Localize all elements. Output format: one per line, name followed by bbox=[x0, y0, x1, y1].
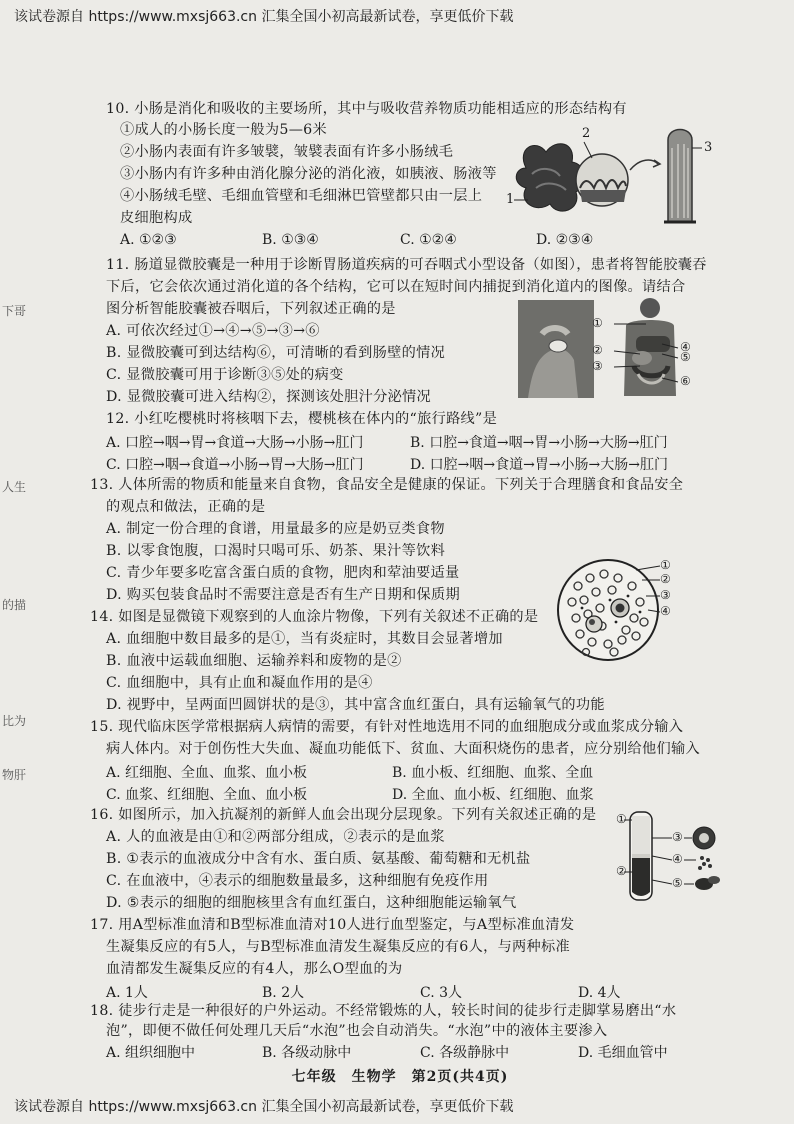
figure-label: ⑤ bbox=[672, 876, 683, 890]
page-footer: 七年级 生物学 第2页(共4页) bbox=[291, 1069, 509, 1085]
option-c: C. 血细胞中，具有止血和凝血作用的是④ bbox=[106, 675, 373, 691]
option-d: D. 毛细血管中 bbox=[578, 1045, 668, 1061]
side-note: 下哥 bbox=[2, 304, 27, 318]
question-stem: 10. 小肠是消化和吸收的主要场所，其中与吸收营养物质功能相适应的形态结构有 bbox=[106, 101, 627, 117]
option-b: B. 血液中运载血细胞、运输养料和废物的是② bbox=[106, 653, 402, 669]
option-a: A. 人的血液是由①和②两部分组成，②表示的是血浆 bbox=[106, 829, 445, 845]
statement-line: ③小肠内有许多种由消化腺分泌的消化液，如胰液、肠液等 bbox=[120, 166, 497, 182]
source-banner-top: 该试卷源自 https://www.mxsj663.cn 汇集全国小初高最新试卷，享更低价下载 bbox=[14, 9, 514, 25]
statement-line: ②小肠内表面有许多皱襞，皱襞表面有许多小肠绒毛 bbox=[120, 144, 454, 160]
option-c: C. 各级静脉中 bbox=[420, 1045, 510, 1061]
question-stem: 14. 如图是显微镜下观察到的人血涂片物像，下列有关叙述不正确的是 bbox=[90, 609, 539, 625]
figure-label: 3 bbox=[704, 140, 713, 155]
statement-line: ④小肠绒毛壁、毛细血管壁和毛细淋巴管壁都只由一层上 bbox=[120, 188, 483, 204]
figure-label: ② bbox=[616, 864, 627, 878]
figure-label: ④ bbox=[660, 604, 671, 618]
option-d: D. ②③④ bbox=[536, 232, 594, 248]
question-stem: 血清都发生凝集反应的有4人，那么O型血的为 bbox=[106, 961, 403, 977]
option-b: B. 以零食饱腹，口渴时只喝可乐、奶茶、果汁等饮料 bbox=[106, 543, 446, 559]
option-d: D. ⑤表示的细胞的细胞核里含有血红蛋白，这种细胞能运输氧气 bbox=[106, 895, 517, 911]
side-note: 人生 bbox=[2, 480, 27, 494]
question-stem: 18. 徒步行走是一种很好的户外运动。不经常锻炼的人，较长时间的徒步行走脚掌易磨出“水 bbox=[90, 1003, 677, 1019]
figure-label: ① bbox=[616, 812, 627, 826]
option-d: D. 4人 bbox=[578, 985, 621, 1001]
blood-test-tube-diagram bbox=[616, 808, 726, 904]
figure-label: ④ bbox=[672, 852, 683, 866]
option-a: A. 口腔→咽→胃→食道→大肠→小肠→肛门 bbox=[106, 435, 364, 451]
figure-label: ① bbox=[592, 316, 603, 330]
question-stem: 16. 如图所示，加入抗凝剂的新鲜人血会出现分层现象。下列有关叙述正确的是 bbox=[90, 807, 597, 823]
option-c: C. 口腔→咽→食道→小肠→胃→大肠→肛门 bbox=[106, 457, 364, 473]
option-b: B. 血小板、红细胞、血浆、全血 bbox=[392, 765, 594, 781]
option-c: C. 3人 bbox=[420, 985, 463, 1001]
option-b: B. ①表示的血液成分中含有水、蛋白质、氨基酸、葡萄糖和无机盐 bbox=[106, 851, 531, 867]
option-a: A. 组织细胞中 bbox=[106, 1045, 196, 1061]
option-a: A. ①②③ bbox=[120, 232, 177, 248]
option-c: C. 青少年要多吃富含蛋白质的食物，肥肉和荤油要适量 bbox=[106, 565, 460, 581]
figure-label: 2 bbox=[582, 126, 591, 141]
digestive-system-diagram bbox=[592, 296, 696, 400]
small-intestine-figure bbox=[506, 118, 716, 230]
question-stem: 17. 用A型标准血清和B型标准血清对10人进行血型鉴定，与A型标准血清发 bbox=[90, 917, 575, 933]
source-banner-bottom: 该试卷源自 https://www.mxsj663.cn 汇集全国小初高最新试卷，享更低价下载 bbox=[14, 1099, 514, 1115]
option-b: B. 显微胶囊可到达结构⑥，可清晰的看到肠壁的情况 bbox=[106, 345, 446, 361]
question-stem: 下后，它会依次通过消化道的各个结构，它可以在短时间内捕捉到消化道内的图像。请结合 bbox=[106, 279, 686, 295]
figure-label: 1 bbox=[506, 192, 515, 207]
side-note: 的描 bbox=[2, 598, 27, 612]
side-note: 物肝 bbox=[2, 768, 27, 782]
question-stem: 12. 小红吃樱桃时将核咽下去，樱桃核在体内的“旅行路线”是 bbox=[106, 411, 498, 427]
option-b: B. 2人 bbox=[262, 985, 305, 1001]
figure-label: ② bbox=[660, 572, 671, 586]
side-note: 比为 bbox=[2, 714, 27, 728]
option-a: A. 红细胞、全血、血浆、血小板 bbox=[106, 765, 308, 781]
option-c: C. 显微胶囊可用于诊断③⑤处的病变 bbox=[106, 367, 344, 383]
statement-line: 皮细胞构成 bbox=[120, 210, 193, 226]
option-d: D. 显微胶囊可进入结构②，探测该处胆汁分泌情况 bbox=[106, 389, 432, 405]
figure-label: ⑤ bbox=[680, 350, 691, 364]
option-d: D. 视野中，呈两面凹圆饼状的是③，其中富含血红蛋白，具有运输氧气的功能 bbox=[106, 697, 605, 713]
option-a: A. 血细胞中数目最多的是①，当有炎症时，其数目会显著增加 bbox=[106, 631, 503, 647]
blood-smear-diagram bbox=[556, 556, 671, 664]
question-stem: 的观点和做法，正确的是 bbox=[106, 499, 266, 515]
figure-label: ③ bbox=[672, 830, 683, 844]
capsule-photo bbox=[518, 300, 594, 398]
question-stem: 15. 现代临床医学常根据病人病情的需要，有针对性地选用不同的血细胞成分或血浆成分输入 bbox=[90, 719, 684, 735]
option-c: C. 在血液中，④表示的细胞数量最多，这种细胞有免疫作用 bbox=[106, 873, 489, 889]
option-a: A. 可依次经过①→④→⑤→③→⑥ bbox=[106, 323, 320, 339]
option-d: D. 口腔→咽→食道→胃→小肠→大肠→肛门 bbox=[410, 457, 669, 473]
figure-label: ③ bbox=[592, 359, 603, 373]
option-c: C. 血浆、红细胞、全血、血小板 bbox=[106, 787, 308, 803]
figure-label: ③ bbox=[660, 588, 671, 602]
question-stem: 泡”，即便不做任何处理几天后“水泡”也会自动消失。“水泡”中的液体主要渗入 bbox=[106, 1023, 608, 1039]
figure-label: ④ bbox=[680, 340, 691, 354]
question-stem: 11. 肠道显微胶囊是一种用于诊断胃肠道疾病的可吞咽式小型设备（如图），患者将智能胶囊吞 bbox=[106, 257, 707, 273]
question-stem: 病人体内。对于创伤性大失血、凝血功能低下、贫血、大面积烧伤的患者，应分别给他们输入 bbox=[106, 741, 700, 757]
figure-label: ⑥ bbox=[680, 374, 691, 388]
option-d: D. 购买包装食品时不需要注意是否有生产日期和保质期 bbox=[106, 587, 461, 603]
option-a: A. 制定一份合理的食谱，用量最多的应是奶豆类食物 bbox=[106, 521, 445, 537]
question-stem: 图分析智能胶囊被吞咽后，下列叙述正确的是 bbox=[106, 301, 396, 317]
option-d: D. 全血、血小板、红细胞、血浆 bbox=[392, 787, 594, 803]
option-c: C. ①②④ bbox=[400, 232, 457, 248]
option-b: B. 口腔→食道→咽→胃→小肠→大肠→肛门 bbox=[410, 435, 668, 451]
option-b: B. 各级动脉中 bbox=[262, 1045, 352, 1061]
figure-label: ① bbox=[660, 558, 671, 572]
question-stem: 生凝集反应的有5人，与B型标准血清发生凝集反应的有6人，与两种标准 bbox=[106, 939, 571, 955]
statement-line: ①成人的小肠长度一般为5—6米 bbox=[120, 122, 327, 138]
option-b: B. ①③④ bbox=[262, 232, 319, 248]
figure-label: ② bbox=[592, 343, 603, 357]
question-stem: 13. 人体所需的物质和能量来自食物，食品安全是健康的保证。下列关于合理膳食和食品安全 bbox=[90, 477, 684, 493]
option-a: A. 1人 bbox=[106, 985, 148, 1001]
